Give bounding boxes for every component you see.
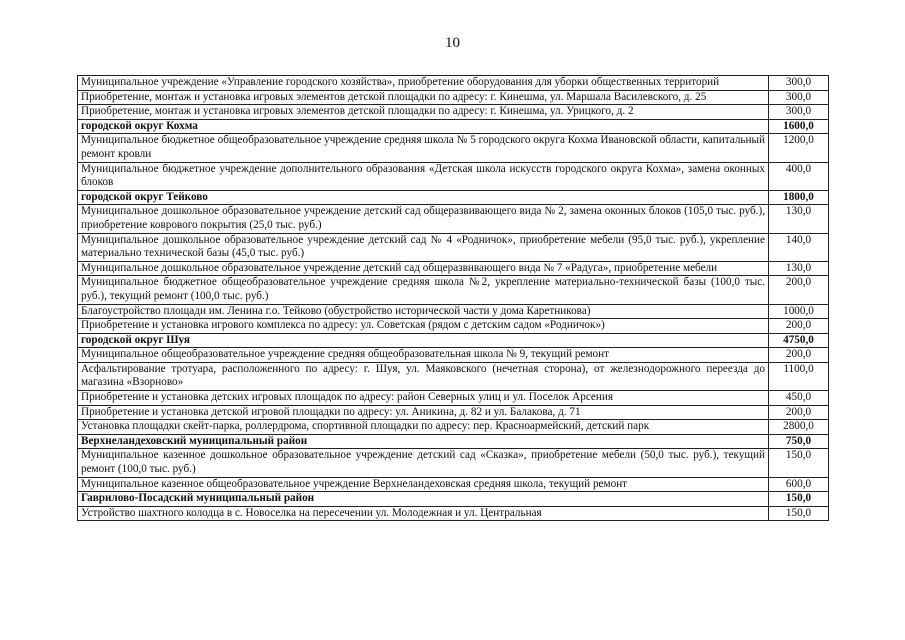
- district-total-cell: 150,0: [769, 492, 829, 507]
- description-cell: Благоустройство площади им. Ленина г.о. Тейково (обустройство исторической части у дома Каретникова): [78, 304, 769, 319]
- district-heading-row: [78, 434, 829, 449]
- budget-table-body: [78, 76, 829, 521]
- amount-cell: 200,0: [769, 276, 829, 304]
- table-row: [78, 449, 829, 477]
- description-cell: Муниципальное дошкольное образовательное учреждение детский сад общеразвивающего вида № 7 «Радуга», приобретение мебели: [78, 261, 769, 276]
- table-row: [78, 420, 829, 435]
- description-cell: Приобретение, монтаж и установка игровых элементов детской площадки по адресу: г. Кинешма, ул. Урицкого, д. 2: [78, 105, 769, 120]
- amount-cell: 1100,0: [769, 362, 829, 390]
- amount-cell: 150,0: [769, 449, 829, 477]
- description-cell: Приобретение и установка игрового комплекса по адресу: ул. Советская (рядом с детским садом «Родничок»): [78, 319, 769, 334]
- table-row: [78, 261, 829, 276]
- amount-cell: 2800,0: [769, 420, 829, 435]
- description-cell: Приобретение и установка детских игровых площадок по адресу: район Северных улиц и ул. Поселок Арсения: [78, 391, 769, 406]
- description-cell: Муниципальное дошкольное образовательное учреждение детский сад № 4 «Родничок», приобретение мебели (95,0 тыс. руб.), укрепление материально технической базы (45,0 тыс. руб.): [78, 233, 769, 261]
- table-row: [78, 362, 829, 390]
- district-heading-row: [78, 119, 829, 134]
- table-row: [78, 477, 829, 492]
- table-row: [78, 233, 829, 261]
- description-cell: Муниципальное учреждение «Управление городского хозяйства», приобретение оборудования для уборки общественных территорий: [78, 76, 769, 91]
- amount-cell: 200,0: [769, 319, 829, 334]
- district-total-cell: 1600,0: [769, 119, 829, 134]
- table-row: [78, 304, 829, 319]
- table-row: [78, 506, 829, 521]
- amount-cell: 300,0: [769, 76, 829, 91]
- table-row: [78, 405, 829, 420]
- description-cell: Установка площадки скейт-парка, роллердрома, спортивной площадки по адресу: пер. Красноармейский, детский парк: [78, 420, 769, 435]
- description-cell: Муниципальное казенное дошкольное образовательное учреждение детский сад «Сказка», приобретение мебели (50,0 тыс. руб.), текущий ремонт (100,0 тыс. руб.): [78, 449, 769, 477]
- budget-table: [77, 75, 829, 521]
- table-row: [78, 205, 829, 233]
- description-cell: Муниципальное казенное общеобразовательное учреждение Верхнеландеховская средняя школа, текущий ремонт: [78, 477, 769, 492]
- description-cell: Муниципальное общеобразовательное учреждение средняя общеобразовательная школа № 9, текущий ремонт: [78, 348, 769, 363]
- amount-cell: 130,0: [769, 261, 829, 276]
- table-row: [78, 276, 829, 304]
- amount-cell: 600,0: [769, 477, 829, 492]
- district-heading-row: [78, 333, 829, 348]
- description-cell: Муниципальное бюджетное общеобразовательное учреждение средняя школа №2, укрепление материально-технической базы (100,0 тыс. руб.), текущий ремонт (100,0 тыс. руб.): [78, 276, 769, 304]
- amount-cell: 150,0: [769, 506, 829, 521]
- table-row: [78, 391, 829, 406]
- amount-cell: 450,0: [769, 391, 829, 406]
- amount-cell: 200,0: [769, 405, 829, 420]
- amount-cell: 200,0: [769, 348, 829, 363]
- amount-cell: 1200,0: [769, 134, 829, 162]
- description-cell: Муниципальное бюджетное учреждение дополнительного образования «Детская школа искусств городского округа Кохма», замена оконных блоков: [78, 162, 769, 190]
- amount-cell: 140,0: [769, 233, 829, 261]
- district-name-cell: Верхнеландеховский муниципальный район: [78, 434, 769, 449]
- amount-cell: 400,0: [769, 162, 829, 190]
- description-cell: Асфальтирование тротуара, расположенного по адресу: г. Шуя, ул. Маяковского (нечетная сторона), от железнодорожного переезда до магазина «Взорново»: [78, 362, 769, 390]
- description-cell: Приобретение, монтаж и установка игровых элементов детской площадки по адресу: г. Кинешма, ул. Маршала Василевского, д. 25: [78, 90, 769, 105]
- district-heading-row: [78, 190, 829, 205]
- amount-cell: 300,0: [769, 90, 829, 105]
- table-row: [78, 76, 829, 91]
- description-cell: Муниципальное бюджетное общеобразовательное учреждение средняя школа № 5 городского округа Кохма Ивановской области, капитальный ремонт кровли: [78, 134, 769, 162]
- amount-cell: 300,0: [769, 105, 829, 120]
- table-row: [78, 134, 829, 162]
- amount-cell: 130,0: [769, 205, 829, 233]
- table-row: [78, 319, 829, 334]
- description-cell: Устройство шахтного колодца в с. Новоселка на пересечении ул. Молодежная и ул. Центральная: [78, 506, 769, 521]
- description-cell: Муниципальное дошкольное образовательное учреждение детский сад общеразвивающего вида № 2, замена оконных блоков (105,0 тыс. руб.), приобретение коврового покрытия (25,0 тыс. руб.): [78, 205, 769, 233]
- district-total-cell: 1800,0: [769, 190, 829, 205]
- district-name-cell: городской округ Кохма: [78, 119, 769, 134]
- district-name-cell: городской округ Тейково: [78, 190, 769, 205]
- table-row: [78, 162, 829, 190]
- table-row: [78, 348, 829, 363]
- district-total-cell: 4750,0: [769, 333, 829, 348]
- table-row: [78, 105, 829, 120]
- district-name-cell: Гаврилово-Посадский муниципальный район: [78, 492, 769, 507]
- description-cell: Приобретение и установка детской игровой площадки по адресу: ул. Аникина, д. 82 и ул. Балакова, д. 71: [78, 405, 769, 420]
- district-heading-row: [78, 492, 829, 507]
- district-name-cell: городской округ Шуя: [78, 333, 769, 348]
- amount-cell: 1000,0: [769, 304, 829, 319]
- page-number: 10: [445, 35, 460, 51]
- table-row: [78, 90, 829, 105]
- district-total-cell: 750,0: [769, 434, 829, 449]
